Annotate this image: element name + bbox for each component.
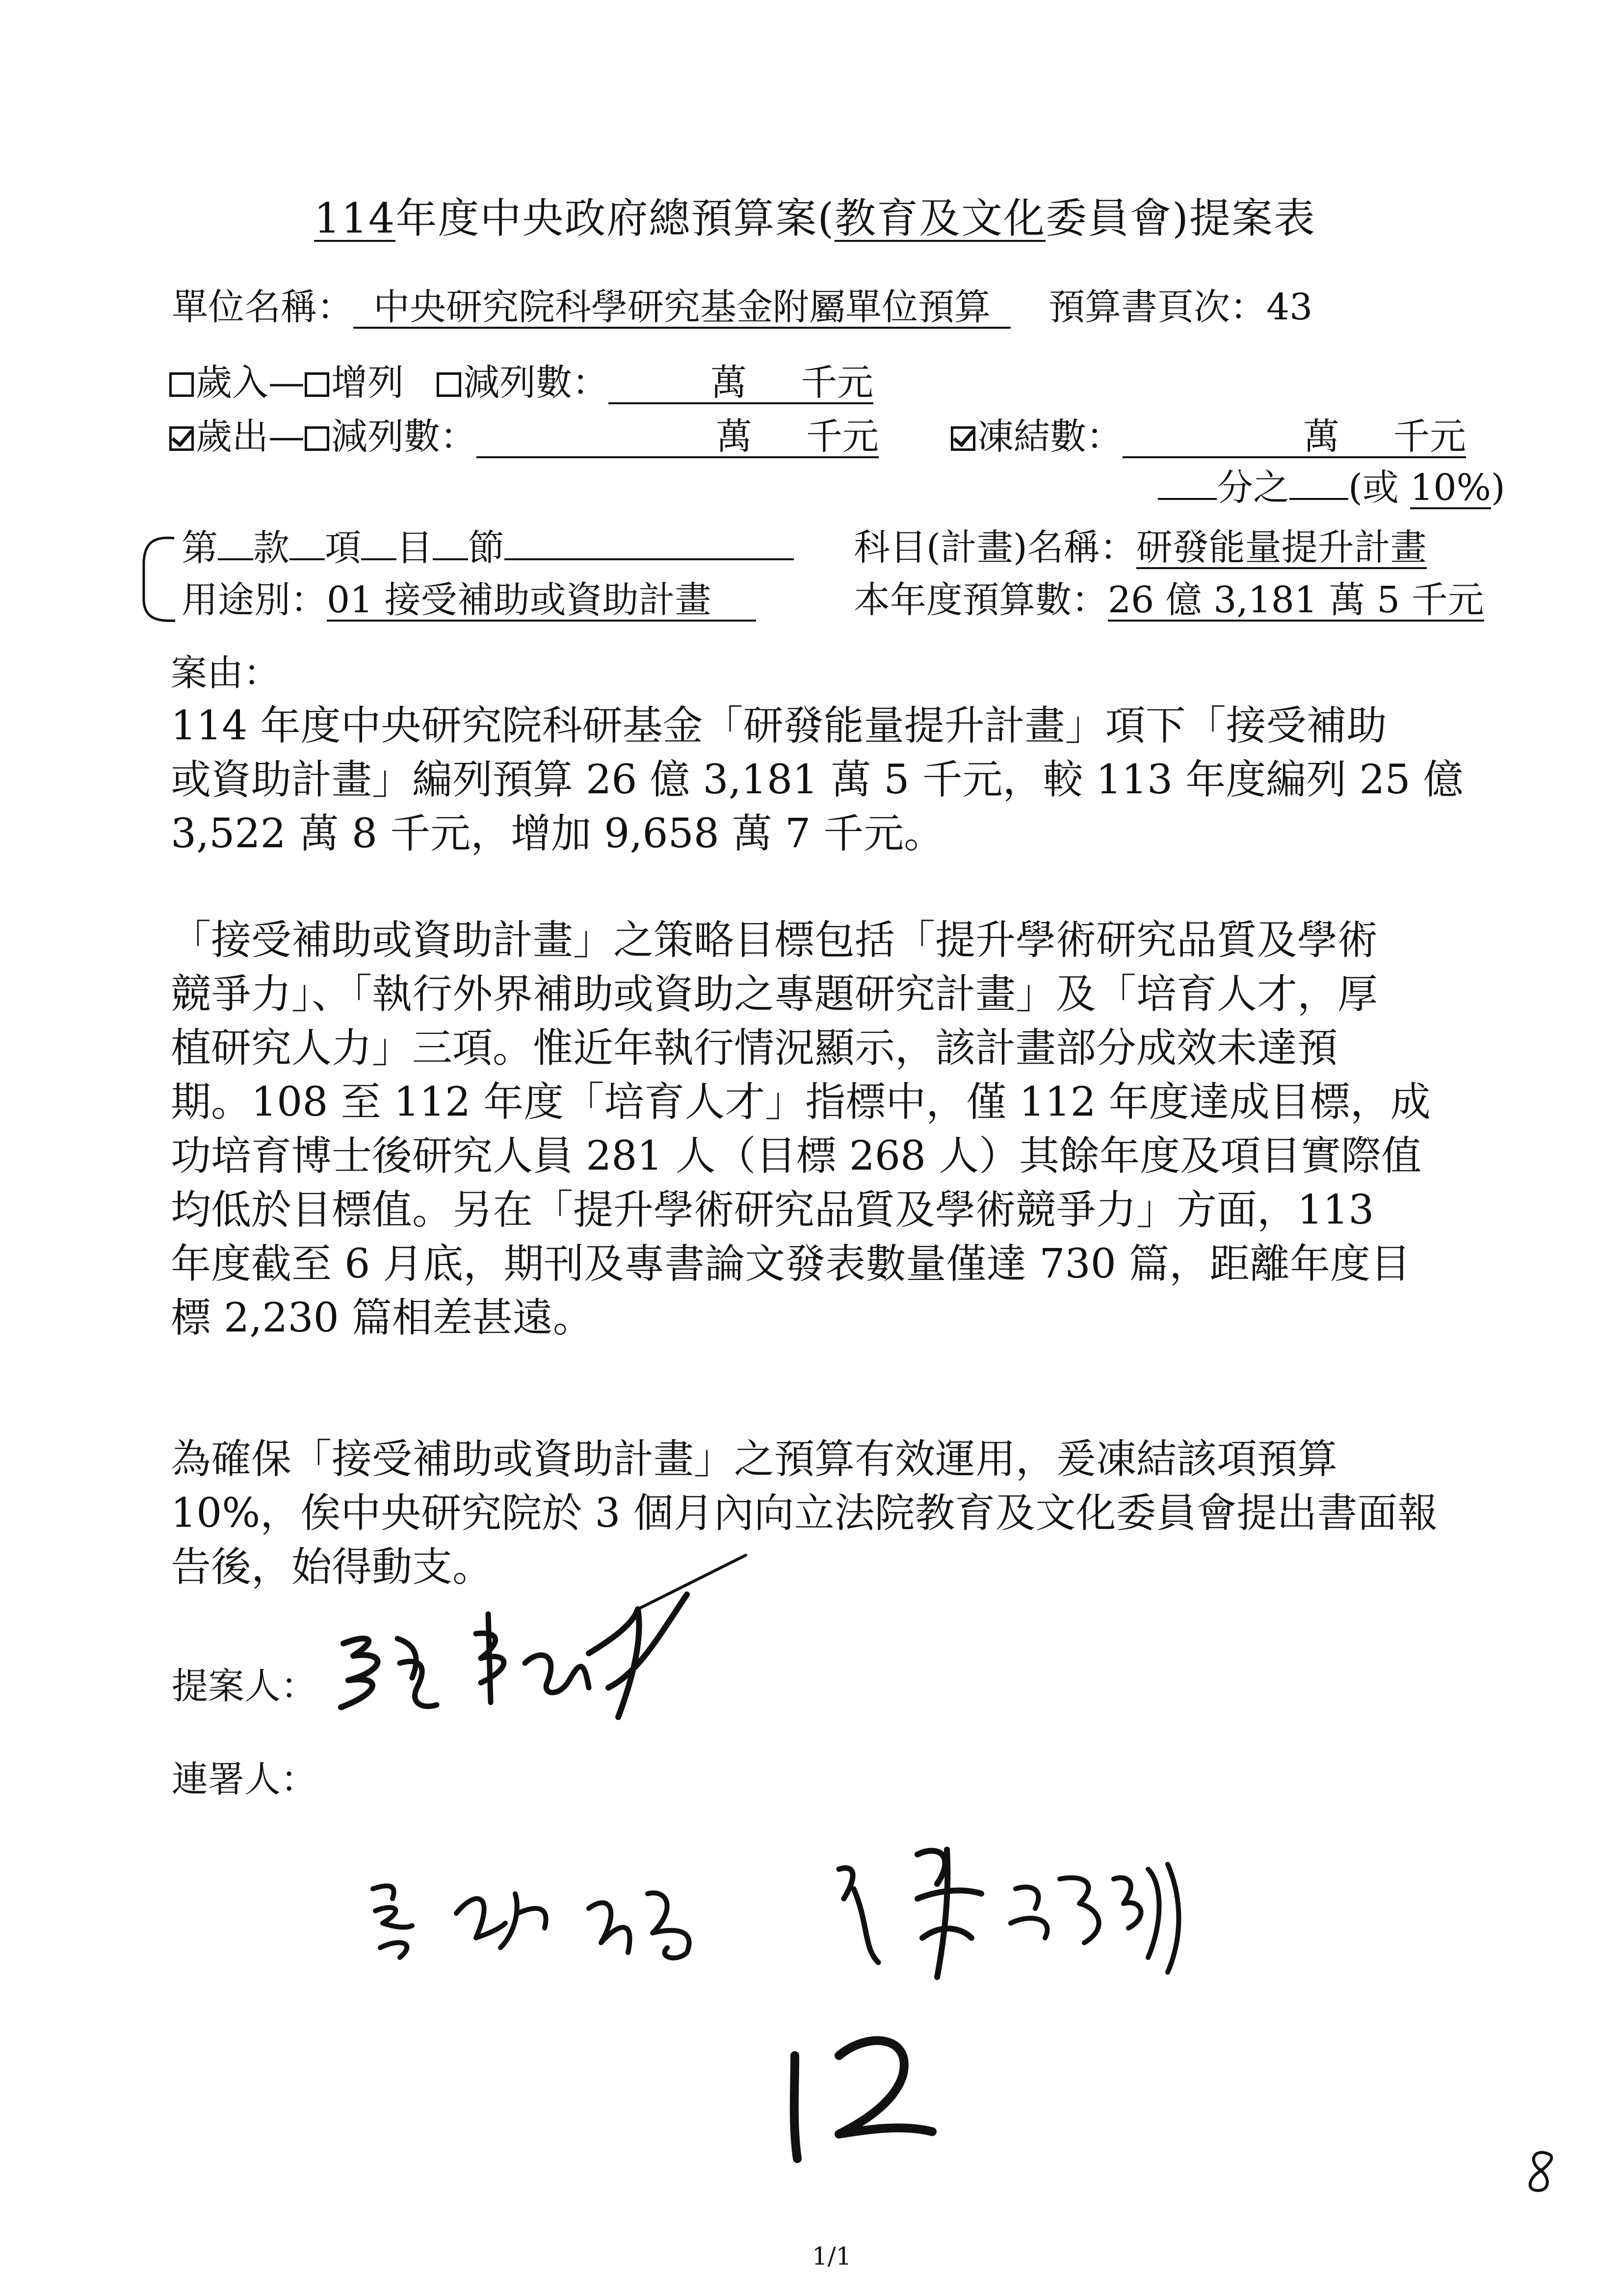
title-text-b: 委員會)提案表	[1046, 194, 1316, 242]
fraction-line	[1158, 469, 1505, 509]
revenue-amount-field[interactable]	[608, 364, 873, 404]
classification-row-1	[182, 527, 794, 569]
freeze-percent: 10%	[1410, 467, 1491, 509]
cosigner-signature-2	[824, 1825, 1197, 1982]
xiang-label: 項	[325, 527, 361, 569]
proposer-label: 提案人：	[172, 1665, 317, 1707]
revenue-wan: 萬	[710, 362, 747, 404]
revenue-increase-checkbox[interactable]	[305, 372, 329, 397]
budget-page-label: 預算書頁次：	[1048, 286, 1267, 328]
fraction-label: 分之	[1217, 467, 1289, 509]
title-committee: 教育及文化	[835, 194, 1046, 242]
p1-line-2: 或資助計畫」編列預算 26 億 3,181 萬 5 千元，較 113 年度編列 25 億	[171, 757, 1464, 803]
p2-line-7: 年度截至 6 月底，期刊及專書論文發表數量僅達 730 篇，距離年度目	[171, 1241, 1411, 1287]
p2-line-4: 期。108 至 112 年度「培育人才」指標中，僅 112 年度達成目標，成	[171, 1079, 1431, 1125]
p2-line-1: 「接受補助或資助計畫」之策略目標包括「提升學術研究品質及學術	[171, 917, 1378, 964]
proposer-signature	[294, 1540, 785, 1747]
expenditure-decrease-checkbox[interactable]	[305, 426, 329, 451]
unit-label: 單位名稱：	[172, 286, 353, 328]
jie-blank[interactable]	[433, 529, 468, 560]
title-text-a: 年度中央政府總預算案(	[395, 194, 835, 242]
p1-line-3: 3,522 萬 8 千元，增加 9,658 萬 7 千元。	[171, 810, 944, 857]
page-number: 1/1	[812, 2242, 852, 2270]
p2-line-3: 植研究人力」三項。惟近年執行情況顯示，該計畫部分成效未達預	[171, 1025, 1338, 1071]
expenditure-line	[169, 418, 1466, 458]
freeze-checkbox[interactable]	[951, 426, 975, 451]
subject-line	[854, 526, 1427, 569]
p2-line-2: 競爭力」、「執行外界補助或資助之專題研究計畫」及「培育人才，厚	[171, 971, 1378, 1018]
title-year: 114	[314, 194, 396, 242]
reason-label: 案由：	[171, 652, 280, 694]
kuan-label: 款	[253, 527, 289, 569]
expenditure-wan: 萬	[716, 416, 752, 458]
usage-value: 01 接受補助或資助計畫	[327, 581, 756, 622]
subject-label: 科目(計畫)名稱：	[854, 526, 1136, 569]
kuan-prefix: 第	[182, 527, 218, 569]
budget-page-value: 43	[1266, 286, 1313, 328]
revenue-increase-label: 增列	[331, 362, 404, 404]
p2-line-8: 標 2,230 篇相差甚遠。	[171, 1295, 593, 1341]
fraction-close: )	[1491, 467, 1505, 509]
expenditure-amount-field[interactable]	[476, 418, 879, 458]
reason-paragraph-1	[171, 699, 1495, 861]
expenditure-decrease-label: 減列數：	[331, 416, 476, 458]
budget-line	[854, 581, 1484, 622]
fraction-denominator-blank[interactable]	[1158, 469, 1217, 500]
budget-label: 本年度預算數：	[854, 579, 1108, 621]
cosigner-label: 連署人：	[172, 1758, 317, 1800]
freeze-label: 凍結數：	[977, 416, 1123, 458]
cosigner-signature-1	[353, 1854, 756, 1972]
expenditure-qian-yuan: 千元	[806, 416, 879, 458]
p2-line-6: 均低於目標值。另在「提升學術研究品質及學術競爭力」方面，113	[171, 1187, 1374, 1233]
revenue-line	[169, 364, 873, 404]
jie-name-blank[interactable]	[504, 529, 794, 560]
freeze-amount-field[interactable]	[1123, 418, 1466, 458]
kuan-blank[interactable]	[218, 529, 253, 560]
jie-label: 節	[468, 527, 504, 569]
expenditure-label: 歲出—	[196, 416, 305, 458]
p2-line-5: 功培育博士後研究人員 281 人（目標 268 人）其餘年度及項目實際值	[171, 1133, 1422, 1179]
handwritten-number-12	[756, 2011, 962, 2168]
classification-bracket	[135, 532, 179, 626]
unit-value: 中央研究院科學研究基金附屬單位預算	[353, 288, 1011, 329]
subject-value: 研發能量提升計畫	[1136, 526, 1427, 569]
p3-line-2: 10%，俟中央研究院於 3 個月內向立法院教育及文化委員會提出書面報	[171, 1490, 1438, 1537]
p1-line-1: 114 年度中央研究院科研基金「研發能量提升計畫」項下「接受補助	[171, 703, 1387, 749]
handwritten-number-8	[1516, 2144, 1565, 2198]
revenue-qian-yuan: 千元	[801, 362, 874, 404]
revenue-checkbox[interactable]	[169, 372, 194, 397]
revenue-decrease-checkbox[interactable]	[437, 372, 461, 397]
freeze-qian-yuan: 千元	[1393, 416, 1467, 458]
fraction-numerator-blank[interactable]	[1289, 469, 1348, 500]
revenue-decrease-label: 減列數：	[463, 362, 609, 404]
or-label: (或	[1348, 467, 1399, 509]
xiang-blank[interactable]	[289, 529, 325, 560]
p3-line-3: 告後，始得動支。	[171, 1544, 493, 1591]
reason-paragraph-2	[171, 913, 1495, 1345]
budget-value: 26 億 3,181 萬 5 千元	[1108, 579, 1484, 621]
mu-blank[interactable]	[361, 529, 396, 560]
unit-line	[172, 288, 1312, 329]
mu-label: 目	[396, 527, 433, 569]
expenditure-checkbox[interactable]	[169, 426, 194, 451]
freeze-wan: 萬	[1303, 416, 1340, 458]
revenue-label: 歲入—	[196, 362, 305, 404]
classification-row-2	[182, 581, 756, 622]
usage-label: 用途別：	[182, 579, 327, 621]
page-title	[314, 185, 1316, 245]
p3-line-1: 為確保「接受補助或資助計畫」之預算有效運用，爰凍結該項預算	[171, 1436, 1338, 1483]
